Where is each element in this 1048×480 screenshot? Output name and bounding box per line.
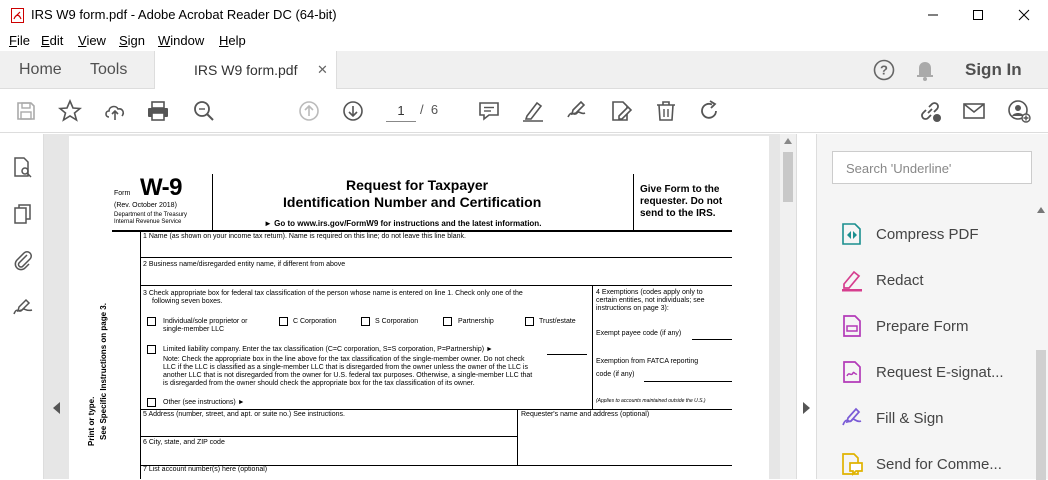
pages-icon[interactable] [12,203,34,225]
form-number: W-9 [140,174,183,201]
close-tab-icon[interactable]: ✕ [317,62,328,77]
option-partnership: Partnership [458,318,494,325]
line5-address-label: 5 Address (number, street, and apt. or suite no.) See instructions. [143,411,345,418]
applies-note: (Applies to accounts maintained outside the U.S.) [596,398,706,404]
print-icon[interactable] [146,99,170,123]
page-thumbnails-icon[interactable] [12,156,34,178]
delete-trash-icon[interactable] [654,99,678,123]
tool-request-esignatures-label: Request E-signat... [876,363,1004,381]
option-llc: Limited liability company. Enter the tax classification (C=C corporation, S=S corporation, P=Partnership) ► [163,346,493,353]
send-for-comments-icon [839,451,865,477]
title-bar [0,0,1048,30]
form-revision: (Rev. October 2018) [114,202,177,209]
save-icon[interactable] [14,99,38,123]
menu-bar [0,30,1048,51]
maximize-button[interactable] [955,0,1001,30]
previous-page-icon[interactable] [297,99,321,123]
option-trust-estate: Trust/estate [539,318,576,325]
collapse-left-arrow-icon[interactable] [53,402,61,414]
email-icon[interactable] [962,99,986,123]
acrobat-app-icon [11,8,24,23]
menu-help[interactable]: Help [219,33,246,48]
print-or-type-label: Print or type. [87,396,96,446]
tab-document-label: IRS W9 form.pdf [194,62,298,78]
tool-request-esignatures[interactable] [839,359,1004,385]
signatures-icon[interactable] [12,296,34,318]
highlight-pen-icon[interactable] [521,99,545,123]
window-title: IRS W9 form.pdf - Adobe Acrobat Reader DC (64-bit) [31,7,337,22]
llc-note-line4: is disregarded from the owner should check the appropriate box for the tax classification of its owner. [163,380,475,387]
fatca-line1: Exemption from FATCA reporting [596,358,699,365]
tools-scroll-up-icon[interactable] [1037,207,1045,213]
line1-name-label: 1 Name (as shown on your income tax return). Name is required on this line; do not leave this line blank. [143,233,466,240]
pdf-page [69,136,769,479]
fatca-line2: code (if any) [596,371,635,378]
tool-compress-pdf-label: Compress PDF [876,225,979,243]
tools-scrollbar[interactable] [1034,204,1048,479]
request-esignature-icon [839,359,865,385]
line7-account-label: 7 List account number(s) here (optional) [143,466,268,473]
form-instructions-link[interactable]: ► Go to www.irs.gov/FormW9 for instructions and the latest information. [264,219,542,228]
llc-note-line2: LLC if the LLC is classified as a single-member LLC that is disregarded from the owner unless the owner of the LLC is [163,364,528,371]
page-number-input[interactable]: 1 [386,100,416,122]
scroll-thumb[interactable] [783,152,793,202]
sign-in-button[interactable]: Sign In [965,60,1022,79]
comment-icon[interactable] [477,99,501,123]
edit-document-icon[interactable] [609,99,633,123]
close-window-button[interactable] [1001,0,1047,30]
tool-prepare-form-label: Prepare Form [876,317,969,335]
requester-label: Requester's name and address (optional) [521,411,650,418]
menu-edit[interactable]: Edit [41,33,64,48]
line6-city-label: 6 City, state, and ZIP code [143,439,225,446]
form-department: Department of the Treasury [114,212,188,218]
rotate-icon[interactable] [697,99,721,123]
scroll-up-arrow-icon[interactable] [784,138,792,144]
form-title-line2: Identification Number and Certification [283,194,542,210]
expand-right-arrow-icon[interactable] [803,402,811,414]
help-icon[interactable] [873,59,895,81]
add-user-icon[interactable] [1007,99,1031,123]
tools-search-input[interactable]: Search 'Underline' [832,151,1032,184]
attachments-paperclip-icon[interactable] [12,249,34,271]
line3-seven-boxes: following seven boxes. [152,298,223,305]
exemptions-line3: instructions on page 3): [596,305,669,312]
left-navigation-rail [0,134,44,479]
toolbar [0,89,1048,133]
exemptions-line1: 4 Exemptions (codes apply only to [596,289,703,296]
give-form-line1: Give Form to the [640,184,720,195]
checkbox-c-corporation[interactable] [279,317,288,326]
give-form-line2: requester. Do not [640,196,723,207]
notifications-bell-icon[interactable] [915,59,935,81]
right-pane-toggle[interactable] [796,134,816,479]
page-count [420,102,438,117]
checkbox-partnership[interactable] [443,317,452,326]
next-page-icon[interactable] [341,99,365,123]
prepare-form-icon [839,313,865,339]
form-irs: Internal Revenue Service [114,219,182,225]
share-link-icon[interactable] [918,99,942,123]
checkbox-trust-estate[interactable] [525,317,534,326]
tab-home[interactable]: Home [19,61,62,78]
compress-pdf-icon [839,221,865,247]
menu-file[interactable]: File [9,33,30,48]
menu-window[interactable]: Window [158,33,205,48]
line3-classification-label: 3 Check appropriate box for federal tax classification of the person whose name is entered on line 1. Check only one of the [143,290,523,297]
menu-view[interactable]: View [78,33,106,48]
tool-redact-label: Redact [876,271,924,289]
option-s-corporation: S Corporation [375,318,419,325]
tool-fill-and-sign-label: Fill & Sign [876,409,944,427]
form-label: Form [114,190,131,197]
checkbox-other[interactable] [147,398,156,407]
tool-prepare-form[interactable] [839,313,969,339]
tool-send-for-comments-label: Send for Comme... [876,455,1002,473]
checkbox-s-corporation[interactable] [361,317,370,326]
llc-note-line3: another LLC that is not disregarded from the owner for U.S. federal tax purposes. Otherwise, a single-member LLC that [163,372,533,379]
checkbox-individual[interactable] [147,317,156,326]
tab-document[interactable] [154,51,337,89]
tools-scroll-thumb[interactable] [1036,350,1046,480]
svg-text:?: ? [880,62,888,78]
sign-pen-icon[interactable] [564,99,588,123]
fill-and-sign-icon [839,405,865,431]
option-individual-line2: single-member LLC [163,326,225,333]
total-pages: 6 [430,102,439,117]
option-individual-line1: Individual/sole proprietor or [163,318,248,325]
upload-cloud-icon[interactable] [103,99,127,123]
document-scrollbar[interactable] [780,134,796,479]
tools-pane [816,134,1048,479]
option-c-corporation: C Corporation [293,318,337,325]
menu-sign[interactable]: Sign [119,33,146,48]
checkbox-llc[interactable] [147,345,156,354]
exemptions-line2: certain entities, not individuals; see [596,297,705,304]
page-separator: / [420,102,424,117]
see-instructions-label: See Specific Instructions on page 3. [99,303,108,440]
tab-tools[interactable]: Tools [90,61,128,78]
tool-send-for-comments[interactable] [839,451,1002,477]
redact-icon [839,267,865,293]
tool-compress-pdf[interactable] [839,221,979,247]
option-other: Other (see instructions) ► [163,399,245,406]
form-title-line1: Request for Taxpayer [346,177,489,193]
zoom-search-icon[interactable] [192,99,216,123]
tab-bar [0,51,1048,89]
tool-fill-and-sign[interactable] [839,405,944,431]
give-form-line3: send to the IRS. [640,208,716,219]
tool-redact[interactable] [839,267,924,293]
minimize-button[interactable] [910,0,956,30]
bookmark-star-icon[interactable] [58,99,82,123]
llc-note-line1: Note: Check the appropriate box in the line above for the tax classification of the single-member owner. Do not check [163,356,525,363]
exempt-payee-label: Exempt payee code (if any) [596,330,682,337]
line2-business-label: 2 Business name/disregarded entity name, if different from above [143,261,346,268]
